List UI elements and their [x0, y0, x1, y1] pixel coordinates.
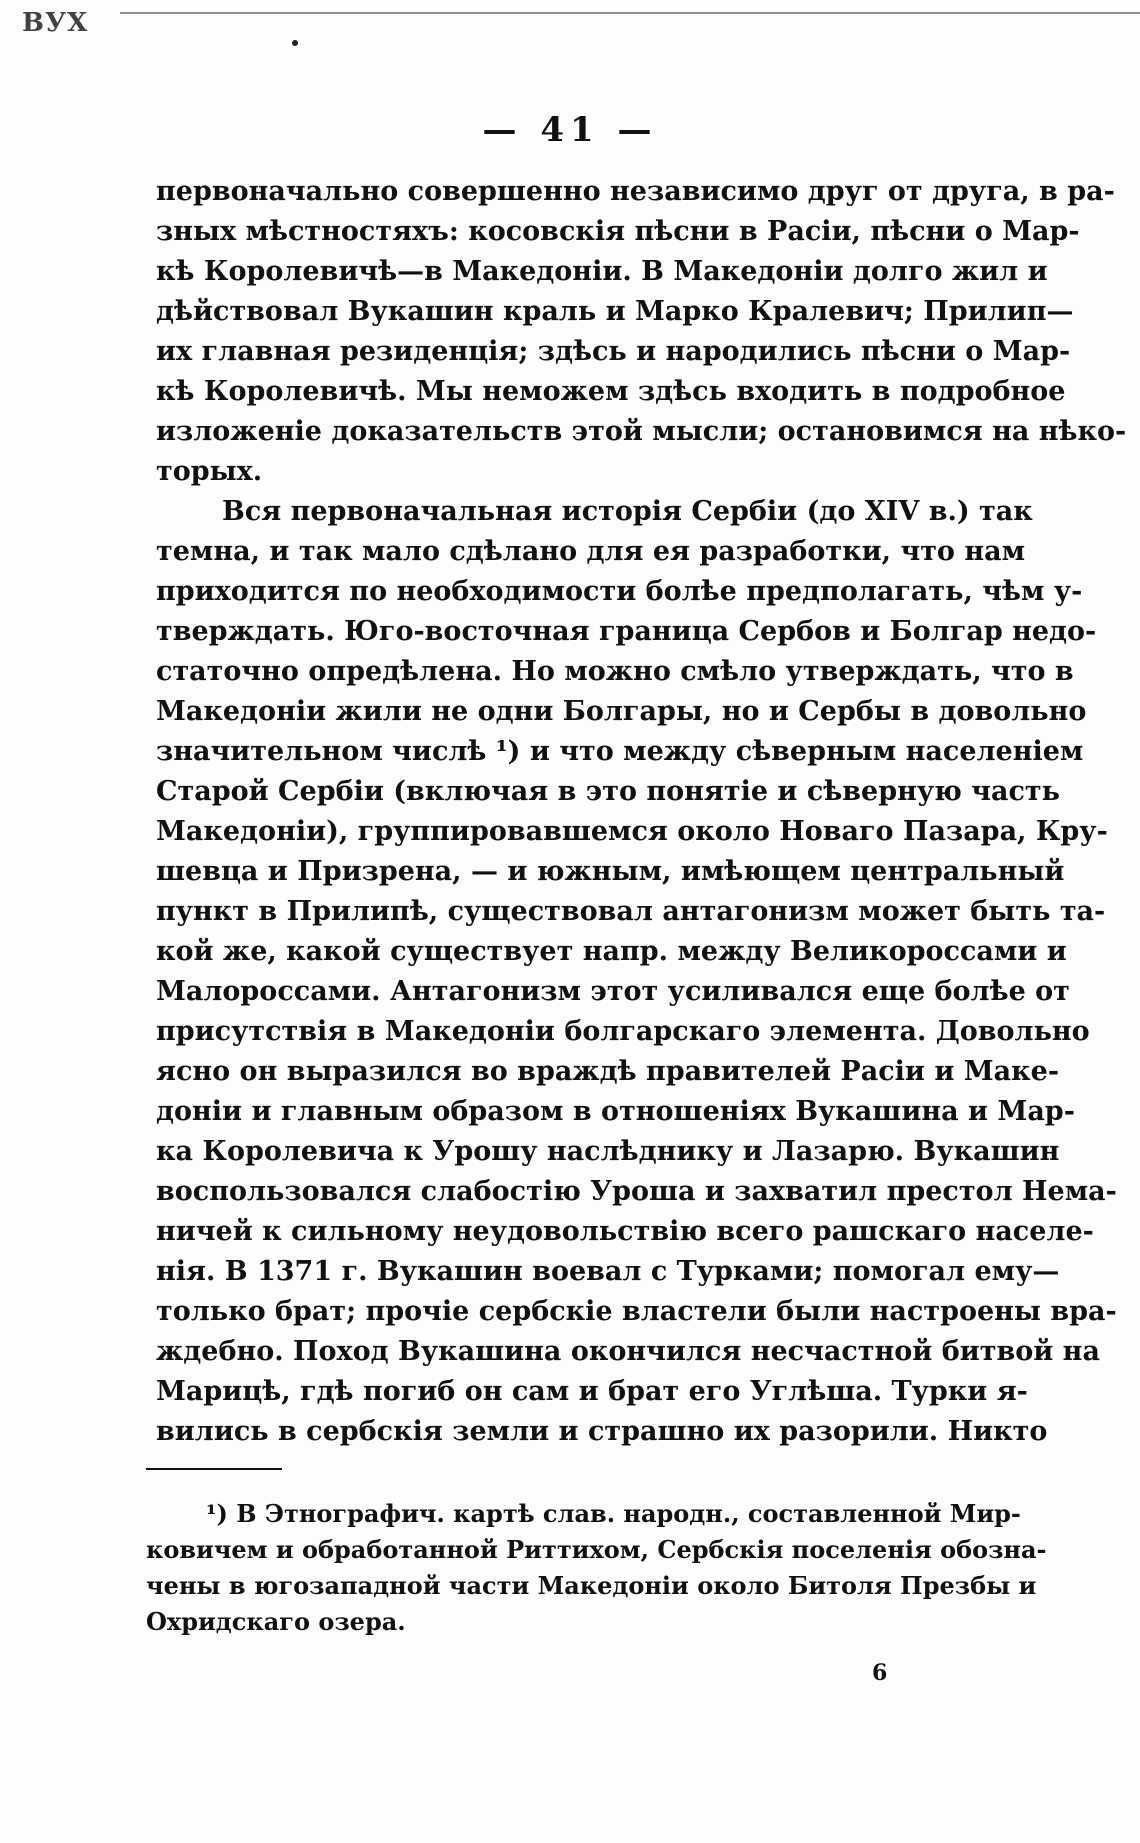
- signature-mark: 6: [872, 1660, 888, 1686]
- body-line: Марицѣ, гдѣ погиб он сам и брат его Углѣша. Турки я-: [156, 1376, 1028, 1407]
- scan-dot: [292, 40, 298, 46]
- body-line: вились в сербскія земли и страшно их разорили. Никто: [156, 1416, 1048, 1447]
- body-text: [156, 172, 1127, 1452]
- body-line: темна, и так мало сдѣлано для ея разработки, что нам: [156, 536, 1026, 567]
- body-line: ждебно. Поход Вукашина окончился несчастной битвой на: [156, 1336, 1100, 1367]
- body-line: нія. В 1371 г. Вукашин воевал с Турками; помогал ему—: [156, 1256, 1060, 1287]
- body-line: статочно опредѣлена. Но можно смѣло утверждать, что в: [156, 656, 1074, 687]
- body-line: Малороссами. Антагонизм этот усиливался еще болѣе от: [156, 976, 1070, 1007]
- body-line: ничей к сильному неудовольствію всего рашскаго населе-: [156, 1216, 1094, 1247]
- body-line: присутствія в Македоніи болгарскаго элемента. Довольно: [156, 1016, 1090, 1047]
- body-line: пункт в Прилипѣ, существовал антагонизм может быть та-: [156, 896, 1106, 927]
- body-line: приходится по необходимости болѣе предполагать, чѣм у-: [156, 576, 1083, 607]
- body-line: первоначально совершенно независимо друг от друга, в ра-: [156, 176, 1115, 207]
- scan-artifact-mark: ВУХ: [22, 8, 89, 38]
- body-line: Старой Сербіи (включая в это понятіе и сѣверную часть: [156, 776, 1060, 807]
- body-line: изложеніе доказательств этой мысли; остановимся на нѣко-: [156, 416, 1127, 447]
- body-line: дѣйствовал Вукашин краль и Марко Кралевич; Прилип—: [156, 296, 1074, 327]
- body-line: воспользовался слабостію Уроша и захватил престол Нема-: [156, 1176, 1117, 1207]
- footnote-line: Охридскаго озера.: [146, 1607, 406, 1636]
- body-line: их главная резиденція; здѣсь и народились пѣсни о Мар-: [156, 336, 1071, 367]
- body-line: торых.: [156, 456, 263, 487]
- page-number: — 41 —: [482, 110, 658, 150]
- footnotes: [146, 1496, 1047, 1640]
- footnote-line: ковичем и обработанной Риттихом, Сербскія поселенія обозна-: [146, 1535, 1047, 1564]
- body-line: значительном числѣ ¹) и что между сѣверным населеніем: [156, 736, 1084, 767]
- body-line: Македоніи), группировавшемся около Новаго Пазара, Кру-: [156, 816, 1108, 847]
- body-line-paragraph-start: Вся первоначальная исторія Сербіи (до XIV в.) так: [222, 496, 1033, 527]
- body-line: шевца и Призрена, — и южным, имѣющем центральный: [156, 856, 1065, 887]
- body-line: только брат; прочіе сербскіе властели были настроены вра-: [156, 1296, 1117, 1327]
- body-line: доніи и главным образом в отношеніях Вукашина и Мар-: [156, 1096, 1075, 1127]
- body-line: зных мѣстностяхъ: косовскія пѣсни в Расіи, пѣсни о Мар-: [156, 216, 1080, 247]
- footnote-line: ¹) В Этнографич. картѣ слав. народн., составленной Мир-: [206, 1499, 1021, 1528]
- body-line: кой же, какой существует напр. между Великороссами и: [156, 936, 1067, 967]
- footnote-line: чены в югозападной части Македоніи около Битоля Презбы и: [146, 1571, 1037, 1600]
- body-line: ка Королевича к Урошу наслѣднику и Лазарю. Вукашин: [156, 1136, 1060, 1167]
- scan-top-edge: [120, 12, 1140, 14]
- body-line: кѣ Королевичѣ. Мы неможем здѣсь входить в подробное: [156, 376, 1066, 407]
- body-line: Македоніи жили не одни Болгары, но и Сербы в довольно: [156, 696, 1087, 727]
- body-line: кѣ Королевичѣ—в Македоніи. В Македоніи долго жил и: [156, 256, 1048, 287]
- body-line: ясно он выразился во враждѣ правителей Расіи и Маке-: [156, 1056, 1060, 1087]
- body-line: тверждать. Юго-восточная граница Сербов и Болгар недо-: [156, 616, 1097, 647]
- footnote-divider: [146, 1468, 282, 1470]
